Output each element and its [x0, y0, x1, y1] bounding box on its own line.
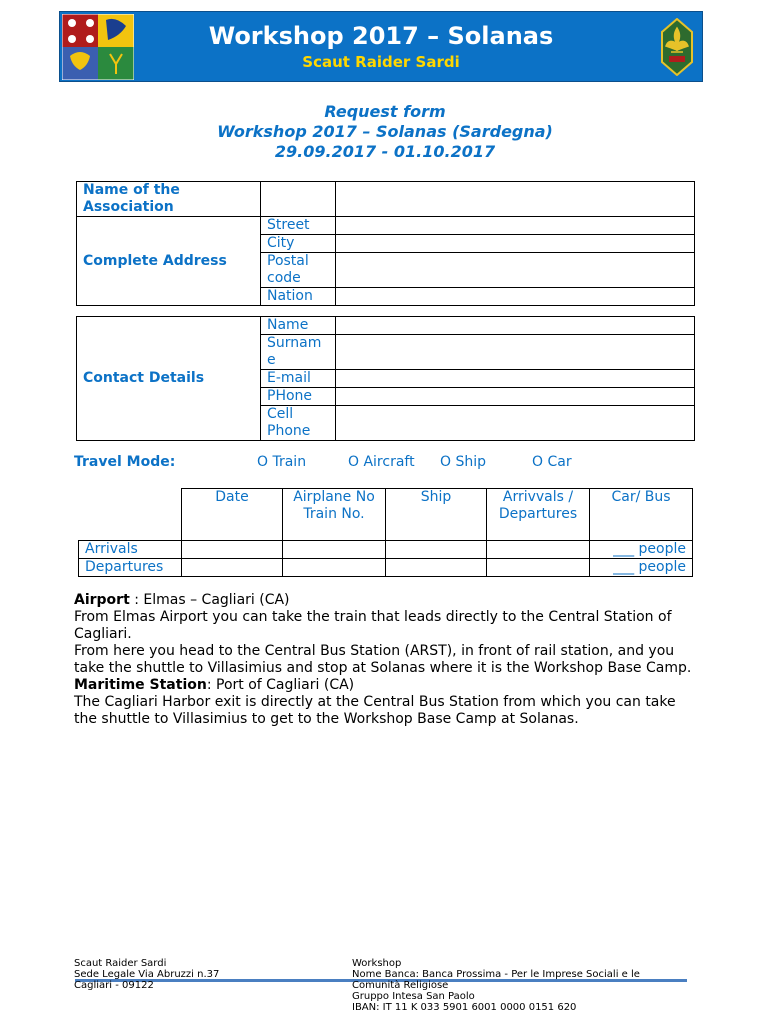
association-name-field[interactable] [336, 182, 695, 217]
date-header: Date [182, 489, 283, 541]
airport-text: : Elmas – Cagliari (CA) [134, 592, 290, 608]
arrivals-time-field[interactable] [487, 541, 590, 559]
workshop-location-title: Workshop 2017 – Solanas (Sardegna) [217, 122, 553, 141]
arrivals-ship-field[interactable] [386, 541, 487, 559]
header-banner [59, 11, 703, 82]
footer-org-name: Scaut Raider Sardi [74, 958, 167, 969]
fleur-de-lis-badge-icon [660, 18, 694, 76]
departures-people-field[interactable]: ___ people [590, 559, 693, 577]
phone-label: PHone [261, 388, 336, 406]
cell-phone-label: Cell Phone [261, 406, 336, 441]
airplane-train-header: Airplane No Train No. [283, 489, 386, 541]
association-empty-cell [261, 182, 336, 217]
surname-field[interactable] [336, 335, 695, 370]
arrivals-people-field[interactable]: ___ people [590, 541, 693, 559]
maritime-line [74, 677, 694, 694]
nation-field[interactable] [336, 288, 695, 306]
nation-label: Nation [261, 288, 336, 306]
maritime-title: Maritime Station [74, 677, 207, 693]
phone-field[interactable] [336, 388, 695, 406]
arrivals-label: Arrivals [79, 541, 182, 559]
footer-bank-name-2: Comunità Religiose [352, 980, 449, 991]
footer-address: Sede Legale Via Abruzzi n.37 [74, 969, 220, 980]
travel-option-train[interactable]: O Train [257, 454, 307, 470]
schedule-corner [79, 489, 182, 541]
travel-option-ship[interactable]: O Ship [440, 454, 487, 470]
street-field[interactable] [336, 217, 695, 235]
footer-iban: IBAN: IT 11 K 033 5901 6001 0000 0151 620 [352, 1002, 577, 1013]
airport-paragraph-2: From here you head to the Central Bus Station (ARST), in front of rail station, and you take the shuttle to Villasimius and stop at Solanas where it is the Workshop Base Camp. [74, 643, 692, 676]
departures-time-field[interactable] [487, 559, 590, 577]
email-field[interactable] [336, 370, 695, 388]
contact-details-label: Contact Details [77, 317, 261, 441]
ship-header: Ship [386, 489, 487, 541]
travel-mode-label: Travel Mode: [74, 454, 176, 470]
airport-paragraph-1: From Elmas Airport you can take the train that leads directly to the Central Station of Cagliari. [74, 609, 672, 642]
footer-workshop: Workshop [352, 958, 402, 969]
maritime-paragraph: The Cagliari Harbor exit is directly at the Central Bus Station from which you can take the shuttle to Villasimius to get to the Workshop Base Camp at Solanas. [74, 694, 676, 727]
airport-title: Airport [74, 592, 130, 608]
departures-date-field[interactable] [182, 559, 283, 577]
travel-info [74, 592, 694, 728]
surname-label: Surname [261, 335, 336, 370]
travel-option-aircraft[interactable]: O Aircraft [348, 454, 415, 470]
footer-city: Cagliari - 09122 [74, 980, 154, 991]
cell-phone-field[interactable] [336, 406, 695, 441]
email-label: E-mail [261, 370, 336, 388]
association-table [76, 181, 695, 306]
departures-label: Departures [79, 559, 182, 577]
travel-option-car[interactable]: O Car [532, 454, 572, 470]
name-label: Name [261, 317, 336, 335]
arrivals-departures-header: Arrivvals / Departures [487, 489, 590, 541]
maritime-text: : Port of Cagliari (CA) [206, 677, 355, 693]
arrivals-date-field[interactable] [182, 541, 283, 559]
airport-line [74, 592, 694, 609]
postal-code-label: Postal code [261, 253, 336, 288]
arrivals-airplane-field[interactable] [283, 541, 386, 559]
footer-right [352, 958, 640, 1013]
postal-code-field[interactable] [336, 253, 695, 288]
city-field[interactable] [336, 235, 695, 253]
workshop-dates: 29.09.2017 - 01.10.2017 [274, 142, 496, 161]
departures-ship-field[interactable] [386, 559, 487, 577]
footer-bank-name: Nome Banca: Banca Prossima - Per le Imprese Sociali e le [352, 969, 640, 980]
request-form-title: Request form [324, 102, 446, 121]
departures-airplane-field[interactable] [283, 559, 386, 577]
city-label: City [261, 235, 336, 253]
car-bus-header: Car/ Bus [590, 489, 693, 541]
footer-bank-group: Gruppo Intesa San Paolo [352, 991, 475, 1002]
street-label: Street [261, 217, 336, 235]
banner-subtitle: Scaut Raider Sardi [302, 53, 460, 71]
complete-address-label: Complete Address [77, 217, 261, 306]
name-field[interactable] [336, 317, 695, 335]
contact-table [76, 316, 695, 441]
banner-title: Workshop 2017 – Solanas [208, 22, 554, 50]
schedule-table [78, 488, 693, 577]
footer-left [74, 958, 219, 991]
association-name-label: Name of the Association [77, 182, 261, 217]
